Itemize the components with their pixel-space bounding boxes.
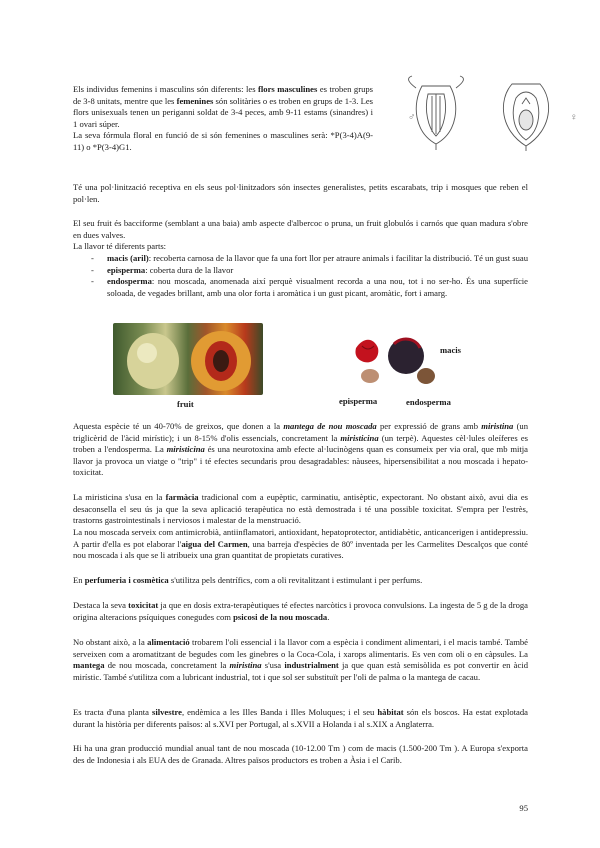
text: per expressió de grans amb	[376, 421, 482, 431]
intro-paragraph	[73, 84, 373, 154]
seed-photo-drawing	[350, 326, 440, 392]
term: macis (aril)	[107, 253, 149, 263]
definition: : coberta dura de la llavor	[145, 264, 234, 275]
caption-endosperma: endosperma	[406, 397, 451, 407]
parts-intro: La llavor té diferents parts:	[73, 241, 167, 251]
text: La miristicina s'usa en la	[73, 492, 166, 502]
page-number: 95	[519, 803, 528, 813]
bold-italic-text: miristicina	[166, 444, 205, 455]
text: Es tracta d'una planta	[73, 707, 153, 717]
text: tradicional com a eupèptic, carminatiu, antisèptic, expectorant. No obstant això, avui dia es desaconsella el seu ús ja que la seva aplicació terapèutica no està demostrada i té una possible toxicitat. S'empra per l'estrès, trastorns gastrointestinals i nerviosos i malestar de la menstruació.	[73, 492, 528, 526]
caption-macis: macis	[440, 345, 462, 355]
text: (un terpè). Aquestes cèl·lules oleíferes es troben a l'endosperma. La	[73, 432, 528, 455]
perfume-paragraph	[73, 575, 528, 587]
term: endosperma	[107, 276, 152, 287]
food-paragraph	[73, 637, 528, 683]
text: s'utilitza pels dentrífics, com a oli revitalitzant i estimulant i per perfums.	[168, 575, 423, 585]
fruit-photo	[113, 323, 263, 395]
text: s'usa	[261, 660, 285, 671]
production-paragraph: Hi ha una gran producció mundial anual tant de nou moscada (10-12.00 Tm ) com de macis (1.500-200 Tm ). A Europa s'exporta des de Indonesia i als EUA des de Granada. Altres països productors es troben a Àsia i el Carib.	[73, 743, 528, 765]
text: La nou moscada serveix com antimicrobià, antiinflamatori, antioxidant, hepatoprotector, antidiabètic, anticancerigen i antidepressiu. A partir d'ella es pot elaborar l'	[73, 527, 528, 549]
caption-episperma: episperma	[339, 396, 378, 406]
bold-italic-text: mantega de nou moscada	[283, 421, 377, 431]
text: ja que en dosis extra-terapèutiques té efectes narcòtics i provoca convulsions. La ingesta de 5 g de la droga origina alteracions psíquiques conegudes com	[73, 600, 528, 622]
definition: : recoberta carnosa de la llavor que fa una fort llor per atraure animals i facilitar la distribució. Té un gust suau	[148, 253, 529, 263]
flower-illustrations	[402, 74, 580, 152]
caption-fruit: fruit	[177, 399, 194, 409]
fruit-paragraph: El seu fruit és bacciforme (semblant a una baia) amb aspecte d'albercoc o pruna, un fruit globulós i carnós que quan madura s'obre en dues valves.	[73, 218, 528, 240]
text: és una neurotoxina amb efecte al·lucinògens quan es consumeix per via oral, que mb mitja llavor ja provoca un viatge o "trip" i té efectes secundaris prou desagradables: nàusees, hipersensibilitat a nou moscada i hepato-toxicitat.	[73, 444, 528, 478]
pollination-paragraph: Té una pol·linització receptiva en els seus pol·linitzadors són insectes generalistes, petits escarabats, trip i mosques que reben el pol·len.	[73, 182, 528, 204]
nuts-paragraph	[73, 527, 528, 562]
bold-text: mantega	[73, 660, 105, 671]
fruit-photo-drawing	[113, 323, 263, 395]
flower-drawing	[402, 74, 580, 152]
seed-photo	[350, 326, 440, 392]
term: episperma	[107, 264, 146, 275]
wild-paragraph	[73, 707, 528, 730]
bold-text: aigua del Carmen	[181, 538, 248, 549]
text: En	[73, 575, 85, 585]
text: ja que quan està semisòlida es pot convertir en àcid mirístic. També s'utilitza com a lubricant industrial, tot i que sol ser substituït per l'oli de palma o la mantega de cacau.	[73, 660, 528, 682]
text: Els individus femenins i masculins són diferents: les	[73, 84, 259, 94]
bold-text: silvestre	[152, 707, 182, 717]
definition: : nou moscada, anomenada així perquè visualment recorda a una nou, tot i no ser-ho. És una superfície soloada, de vegades brillant, amb una olor forta i aromàtica i un gust picant, aromàtic, fort i amarg.	[107, 276, 528, 298]
bold-text: industrialment	[284, 660, 339, 671]
text: Destaca la seva	[73, 600, 129, 610]
toxicity-paragraph	[73, 600, 528, 623]
bold-italic-text: miristina	[481, 421, 514, 431]
parts-list	[73, 253, 528, 299]
list-item: - episperma: coberta dura de la llavor	[91, 264, 234, 275]
text: , endèmica a les Illes Banda i Illes Moluques; i el seu	[181, 707, 378, 717]
female-symbol: ♀	[570, 112, 578, 123]
text: són solitàries o es troben en grups de 1-3. Les flors unisexuals tenen un periganni soldat de 3-4 peces, amb 9-11 estams (sinandres) i 1 ovari súper.	[73, 95, 373, 129]
text: La seva fórmula floral en funció de si són femenines o masculines serà: *P(3-4)A(9-11) o *P(3-4)G1.	[73, 130, 373, 152]
bold-text: alimentació	[147, 637, 190, 647]
bold-italic-text: miristina	[229, 660, 262, 671]
bold-italic-text: miristicina	[340, 432, 379, 443]
text: són els boscos. Ha estat explotada durant la història per diferents països: al s.XVI per Portugal, al s.XVII a Holanda i al s.XIX a Anglaterra.	[73, 707, 528, 729]
female-flower-drawing	[503, 84, 548, 151]
bold-text: femenines	[176, 95, 214, 106]
text: (un triglicèrid de l'àcid mirístic); i un 8-15% d'olis essencials, concretament la	[73, 421, 529, 443]
list-item: - endosperma: nou moscada, anomenada així perquè visualment recorda a una nou, tot i no ser-ho. És una superfície soloada, de vegades brillant, amb una olor forta i aromàtica i un gust picant, aromàtic, fort i amarg.	[91, 276, 528, 298]
bold-text: flors masculines	[258, 84, 318, 94]
composition-paragraph	[73, 421, 528, 479]
text: de nou moscada, concretament la	[104, 660, 230, 671]
text: es troben grups de 3-8 unitats, mentre que les	[73, 84, 374, 106]
text: Aquesta espècie té un 40-70% de greixos, que donen a la	[73, 421, 284, 431]
male-flower-drawing	[409, 76, 464, 150]
text: .	[327, 611, 330, 622]
bold-text: toxicitat	[128, 600, 159, 610]
bold-text: farmàcia	[165, 492, 199, 502]
list-item: - macis (aril): recoberta carnosa de la llavor que fa una fort llor per atraure animals i facilitar la distribució. Té un gust suau	[91, 253, 529, 263]
pharma-paragraph	[73, 492, 528, 527]
bold-text: perfumeria i cosmètica	[84, 575, 169, 585]
text: , una barreja d'espècies de 80º inventada per les Carmelites Descalços que conté nou moscada i als que se li atribueix una gran quantitat de propietats curatives.	[73, 538, 528, 561]
text: No obstant això, a la	[73, 637, 148, 647]
bold-text: psicosi de la nou moscada	[233, 611, 328, 622]
male-symbol: ♂	[408, 112, 416, 123]
bold-text: hàbitat	[377, 707, 404, 717]
text: trobarem l'oli essencial i la llavor com a espècia i condiment alimentari, i el macis també. També serveixen com a aromatitzant de begudes com les ginebres o la Coca-Cola, i xarops alimentaris. Es ven com oli o en càpsules. La	[73, 637, 528, 659]
